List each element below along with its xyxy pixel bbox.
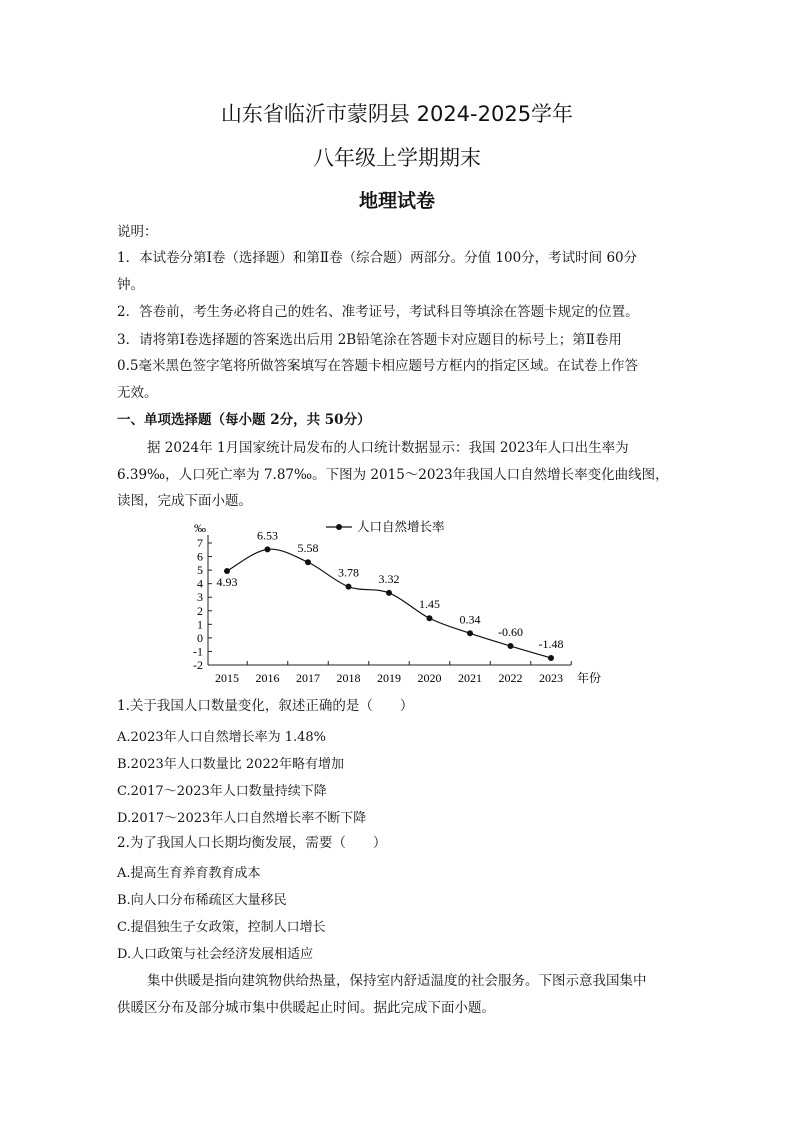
instruction-3c: 无效。 — [117, 385, 158, 401]
population-growth-chart — [0, 510, 794, 690]
data-label: 3.78 — [338, 565, 359, 580]
data-point — [427, 615, 433, 621]
y-tick-label: 1 — [197, 617, 203, 632]
title-line-1: 山东省临沂市蒙阴县 2024-2025学年 — [220, 102, 574, 126]
instructions-label: 说明： — [117, 224, 158, 240]
q2-option-a: A.提高生育养育教育成本 — [117, 866, 261, 881]
y-tick-label: 2 — [197, 603, 203, 618]
y-axis-unit: ‰ — [194, 521, 206, 535]
instruction-3a: 3．请将第Ⅰ卷选择题的答案选出后用 2B铅笔涂在答题卡对应题目的标号上；第Ⅱ卷用 — [117, 332, 622, 348]
x-tick-label: 2015 — [215, 671, 239, 685]
title-line-2: 八年级上学期期末 — [313, 146, 481, 170]
instruction-3b: 0.5毫米黑色签字笔将所做答案填写在答题卡相应题号方框内的指定区域。在试卷上作答 — [117, 358, 638, 374]
data-label: -0.60 — [498, 625, 523, 640]
data-label: 3.32 — [378, 571, 400, 586]
instruction-2: 2．答卷前，考生务必将自己的姓名、准考证号，考试科目等填涂在答题卡规定的位置。 — [117, 304, 639, 320]
data-point — [265, 546, 271, 552]
data-label: 0.34 — [459, 612, 481, 627]
x-tick-label: 2018 — [336, 671, 361, 685]
y-tick-label: 0 — [197, 630, 203, 645]
data-point — [305, 559, 311, 565]
y-tick-label: -1 — [193, 644, 203, 659]
x-tick-label: 2021 — [458, 671, 482, 685]
legend-label: 人口自然增长率 — [357, 520, 445, 534]
x-tick-label: 2020 — [417, 671, 442, 685]
q1-option-c: C.2017～2023年人口数量持续下降 — [117, 784, 327, 799]
x-tick-label: 2017 — [296, 671, 320, 685]
section-1-intro-a: 据 2024年 1月国家统计局发布的人口统计数据显示：我国 2023年人口出生率为 — [147, 440, 629, 456]
x-axis-title: 年份 — [577, 671, 602, 685]
y-tick-label: -2 — [193, 658, 203, 672]
data-label: -1.48 — [538, 636, 564, 651]
q2-option-b: B.向人口分布稀疏区大量移民 — [117, 893, 287, 908]
data-label: 6.53 — [257, 528, 278, 543]
x-tick-label: 2016 — [255, 671, 280, 685]
section-2-intro-a: 集中供暖是指向建筑物供给热量，保持室内舒适温度的社会服务。下图示意我国集中 — [147, 973, 647, 989]
y-tick-label: 5 — [197, 563, 203, 578]
section-1-intro-c: 读图，完成下面小题。 — [117, 493, 252, 509]
section-2-intro-b: 供暖区分布及部分城市集中供暖起止时间。据此完成下面小题。 — [117, 1000, 495, 1016]
data-point — [467, 630, 473, 636]
series-line — [227, 549, 551, 658]
x-tick-label: 2023 — [539, 671, 563, 685]
q1-option-a: A.2023年人口自然增长率为 1.48% — [117, 730, 327, 745]
q1-option-b: B.2023年人口数量比 2022年略有增加 — [117, 757, 344, 772]
y-tick-label: 3 — [197, 590, 203, 605]
data-label: 1.45 — [419, 597, 440, 612]
data-point — [508, 643, 514, 649]
x-tick-label: 2022 — [498, 671, 523, 685]
legend-marker — [336, 524, 342, 530]
y-tick-label: 6 — [197, 549, 203, 564]
q1-stem: 1.关于我国人口数量变化，叙述正确的是（ ） — [117, 698, 414, 714]
q2-option-d: D.人口政策与社会经济发展相适应 — [117, 947, 314, 962]
instruction-1a: 1．本试卷分第Ⅰ卷（选择题）和第Ⅱ卷（综合题）两部分。分值 100分，考试时间 60分 — [117, 250, 638, 266]
q2-option-c: C.提倡独生子女政策，控制人口增长 — [117, 920, 326, 935]
data-label: 4.93 — [216, 575, 238, 590]
data-point — [346, 584, 352, 590]
data-point — [386, 590, 392, 596]
x-tick-label: 2019 — [377, 671, 401, 685]
q2-stem: 2.为了我国人口长期均衡发展，需要（ ） — [117, 835, 387, 851]
section-1-intro-b: 6.39‰，人口死亡率为 7.87‰。下图为 2015～2023年我国人口自然增长率变化曲线图， — [117, 467, 669, 483]
instruction-1b: 钟。 — [117, 277, 144, 293]
data-label: 5.58 — [297, 541, 319, 556]
section-1-heading: 一、单项选择题（每小题 2分，共 50分） — [117, 412, 371, 428]
q1-option-d: D.2017～2023年人口自然增长率不断下降 — [117, 811, 367, 826]
data-point — [224, 568, 230, 574]
title-line-3: 地理试卷 — [358, 190, 435, 212]
y-tick-label: 4 — [197, 576, 203, 591]
data-point — [548, 655, 554, 661]
y-tick-label: 7 — [197, 536, 203, 550]
